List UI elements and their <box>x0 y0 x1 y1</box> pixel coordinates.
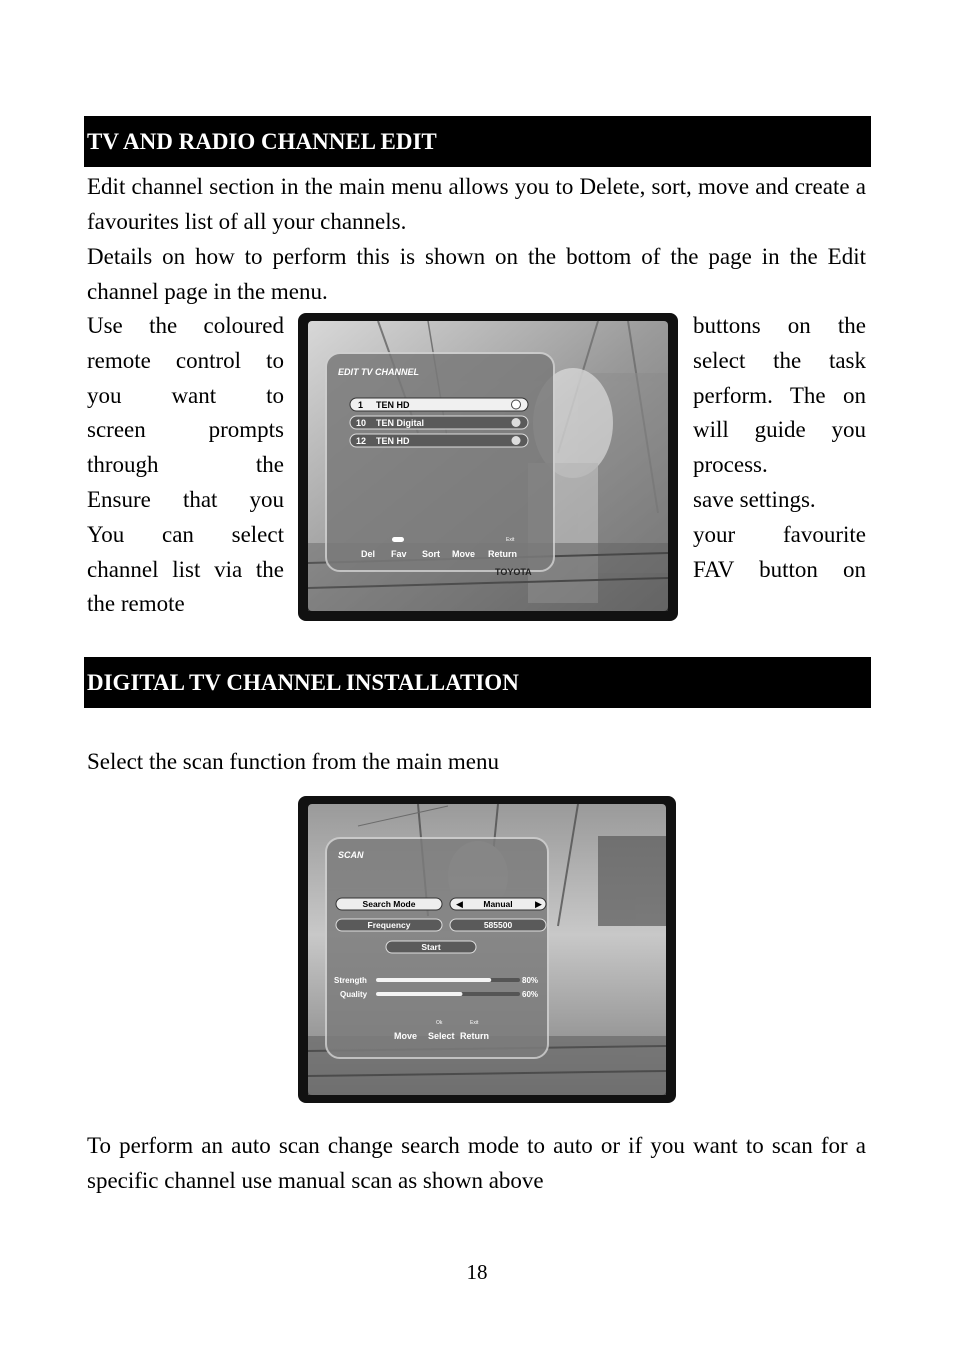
right-text-column <box>693 309 866 587</box>
exit-key-label: Exit <box>506 537 515 543</box>
return-button[interactable]: Return <box>460 1031 489 1041</box>
osd-title: EDIT TV CHANNEL <box>338 367 419 377</box>
strength-label: Strength <box>334 976 367 985</box>
channel-number: 1 <box>358 400 364 410</box>
scan-intro-text: Select the scan function from the main menu <box>87 749 499 774</box>
heart-icon <box>512 400 521 409</box>
arrow-left-icon[interactable]: ◀ <box>456 899 463 909</box>
heart-icon <box>512 418 521 427</box>
right-line: FAV button on <box>693 556 866 582</box>
left-line: screen prompts <box>87 417 284 443</box>
move-button[interactable]: Move <box>394 1031 418 1041</box>
quality-bar-fill <box>376 992 462 996</box>
del-button[interactable]: Del <box>361 549 376 559</box>
left-text-column <box>87 309 284 622</box>
start-label: Start <box>421 942 441 952</box>
page-number: 18 <box>466 1260 488 1284</box>
return-button[interactable]: Return <box>488 549 517 559</box>
search-mode-label: Search Mode <box>362 899 416 909</box>
osd-title: SCAN <box>338 850 364 860</box>
scan-instructions-text: To perform an auto scan change search mode to auto or if you want to scan for a specific channel use manual scan as shown above <box>87 1133 866 1193</box>
left-line: Ensure that you <box>87 486 284 512</box>
scan-screenshot <box>298 796 676 1103</box>
right-line: save settings. <box>693 486 816 512</box>
background-sign: TOYOTA <box>495 567 532 577</box>
right-line: your favourite <box>693 521 866 547</box>
arrow-right-icon[interactable]: ▶ <box>535 899 542 909</box>
left-line: you want to <box>87 382 284 408</box>
channel-number: 10 <box>356 418 367 428</box>
exit-key-label: Exit <box>470 1020 479 1026</box>
channel-name: TEN HD <box>376 436 410 446</box>
section-heading-channel-installation: DIGITAL TV CHANNEL INSTALLATION <box>84 657 871 708</box>
channel-name: TEN HD <box>376 400 410 410</box>
frequency-value: 585500 <box>483 920 513 930</box>
quality-label: Quality <box>340 990 368 999</box>
sort-button[interactable]: Sort <box>422 549 440 559</box>
left-line: You can select <box>87 521 284 547</box>
channel-name: TEN Digital <box>376 418 425 428</box>
frequency-label: Frequency <box>367 920 411 930</box>
strength-value: 80% <box>522 976 539 985</box>
left-line: through the <box>87 452 284 478</box>
right-line: will guide you <box>693 417 866 443</box>
search-mode-value: Manual <box>483 899 513 909</box>
key-indicator <box>392 537 404 542</box>
section-heading-channel-edit: TV AND RADIO CHANNEL EDIT <box>84 116 871 167</box>
left-line: remote control to <box>87 347 284 373</box>
select-button[interactable]: Select <box>428 1031 455 1041</box>
right-line: select the task <box>693 347 866 373</box>
details-paragraph: Details on how to perform this is shown on the bottom of the page in the Edit channel page in the menu. <box>87 244 866 304</box>
fav-button[interactable]: Fav <box>391 549 407 559</box>
right-line: perform. The on <box>693 382 866 408</box>
edit-channel-screenshot <box>298 313 678 621</box>
left-line: channel list via the <box>87 556 284 582</box>
strength-bar-fill <box>376 978 491 982</box>
quality-value: 60% <box>522 990 539 999</box>
ok-key-label: Ok <box>436 1020 443 1026</box>
intro-paragraph: Edit channel section in the main menu allows you to Delete, sort, move and create a favourites list of all your channels. <box>87 174 866 234</box>
channel-number: 12 <box>356 436 367 446</box>
move-button[interactable]: Move <box>452 549 476 559</box>
right-line: process. <box>693 452 768 478</box>
heart-icon <box>512 436 521 445</box>
left-line: Use the coloured <box>87 313 284 338</box>
right-line: buttons on the <box>693 313 866 338</box>
left-line: the remote <box>87 591 185 617</box>
